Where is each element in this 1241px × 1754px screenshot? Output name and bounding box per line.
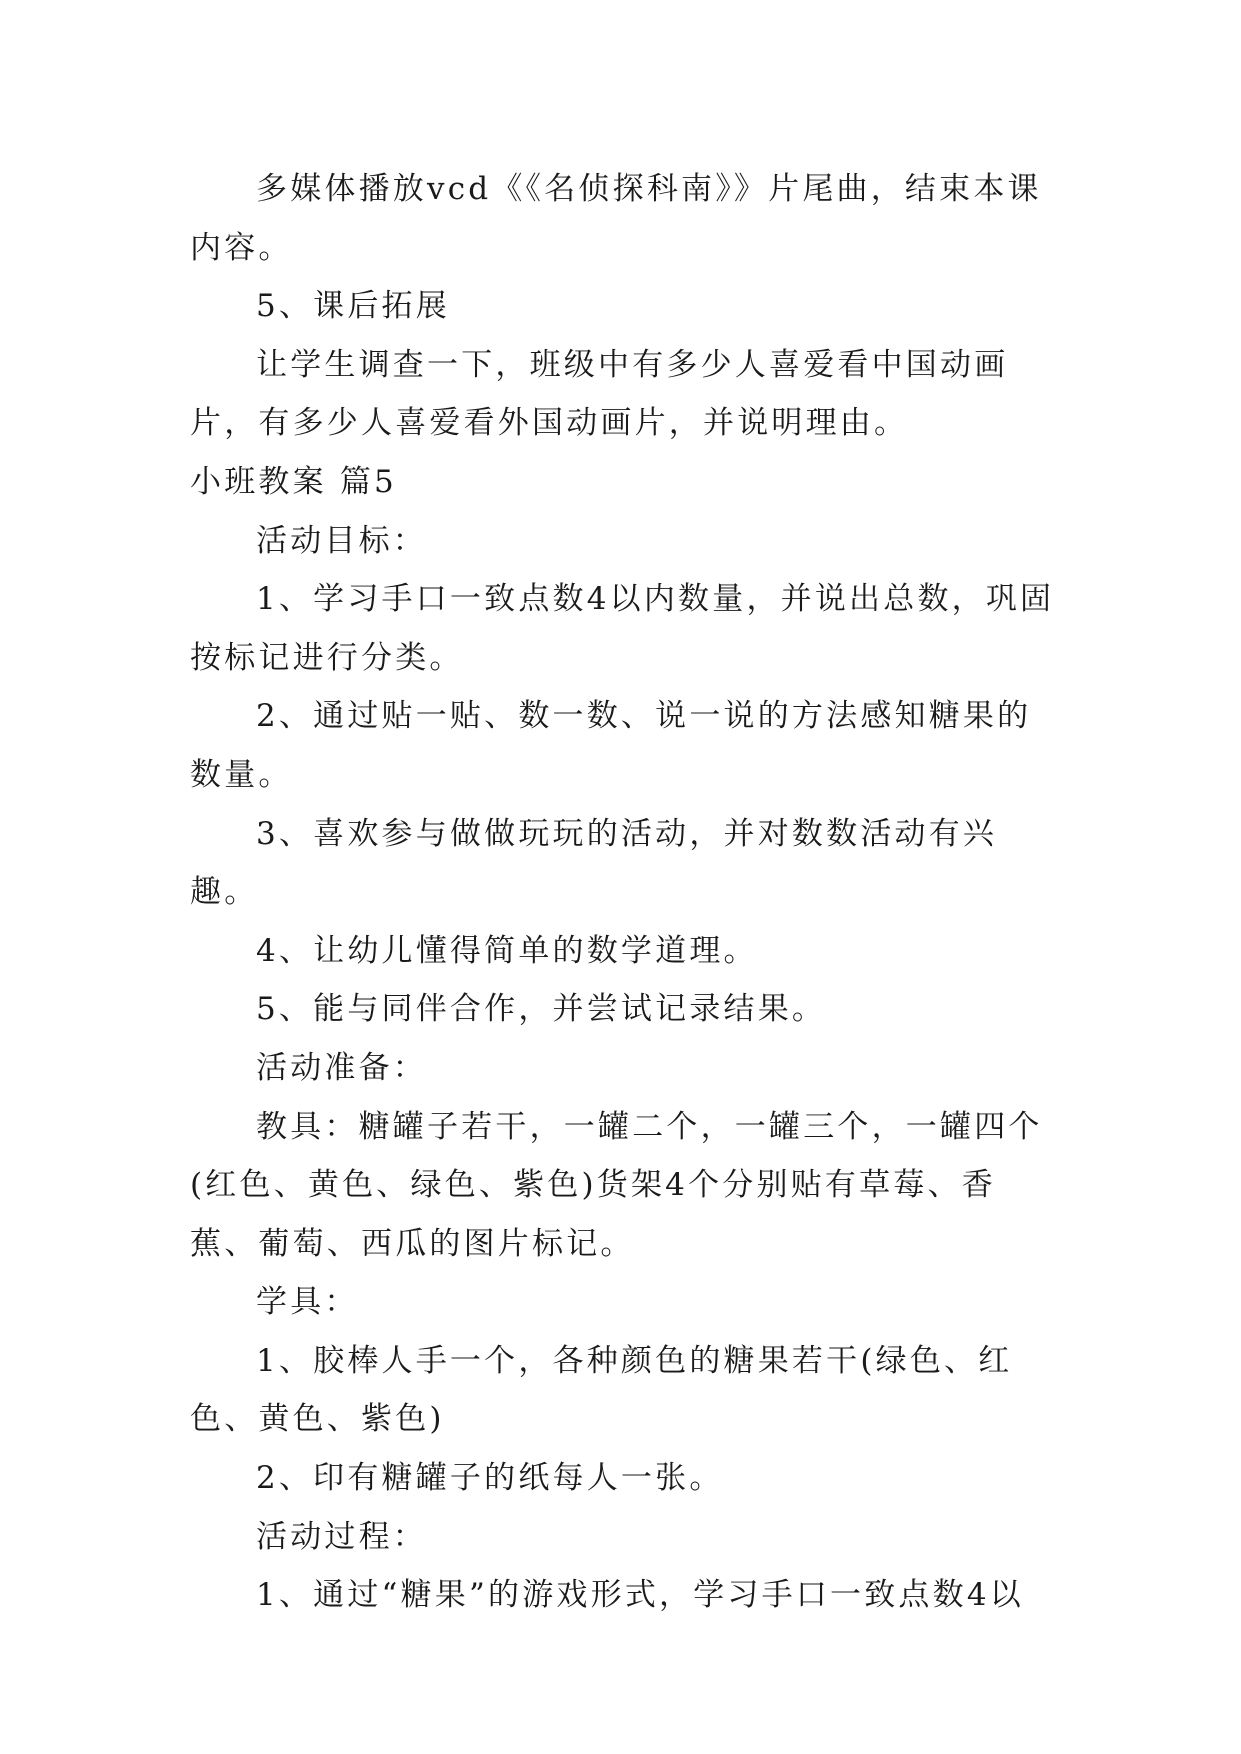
paragraph-goal-4: 4、让幼儿懂得简单的数学道理。 <box>256 932 758 969</box>
paragraph-learning-aid-2: 2、印有糖罐子的纸每人一张。 <box>256 1460 724 1497</box>
paragraph-learning-aid-1: 1、胶棒人手一个，各种颜色的糖果若干(绿色、红色、黄色、紫色) <box>190 1342 1013 1438</box>
paragraph-extension-task: 让学生调查一下，班级中有多少人喜爱看中国动画片，有多少人喜爱看外国动画片，并说明理由。 <box>190 346 1009 442</box>
paragraph-learning-aids-heading: 学具： <box>256 1284 359 1321</box>
document-body <box>190 160 1060 1625</box>
paragraph-goal-3: 3、喜欢参与做做玩玩的活动，并对数数活动有兴趣。 <box>190 815 998 911</box>
paragraph-teaching-aids: 教具：糖罐子若干，一罐二个，一罐三个，一罐四个(红色、黄色、绿色、紫色)货架4个分别贴有草莓、香蕉、葡萄、西瓜的图片标记。 <box>190 1108 1043 1262</box>
paragraph-process-1: 1、通过“糖果”的游戏形式，学习手口一致点数4以 <box>256 1577 1024 1614</box>
paragraph-goal-1: 1、学习手口一致点数4以内数量，并说出总数，巩固按标记进行分类。 <box>190 581 1055 676</box>
paragraph-preparation-heading: 活动准备： <box>256 1049 427 1086</box>
paragraph-goal-2: 2、通过贴一贴、数一数、说一说的方法感知糖果的数量。 <box>190 698 1032 793</box>
section-title: 小班教案 篇5 <box>190 463 397 500</box>
paragraph-process-heading: 活动过程： <box>256 1518 427 1555</box>
paragraph-goals-heading: 活动目标： <box>256 522 427 559</box>
paragraph-extension-heading: 5、课后拓展 <box>256 288 450 325</box>
paragraph-goal-5: 5、能与同伴合作，并尝试记录结果。 <box>256 991 827 1028</box>
paragraph-closing-music: 多媒体播放vcd《《名侦探科南》》片尾曲，结束本课内容。 <box>190 171 1042 266</box>
